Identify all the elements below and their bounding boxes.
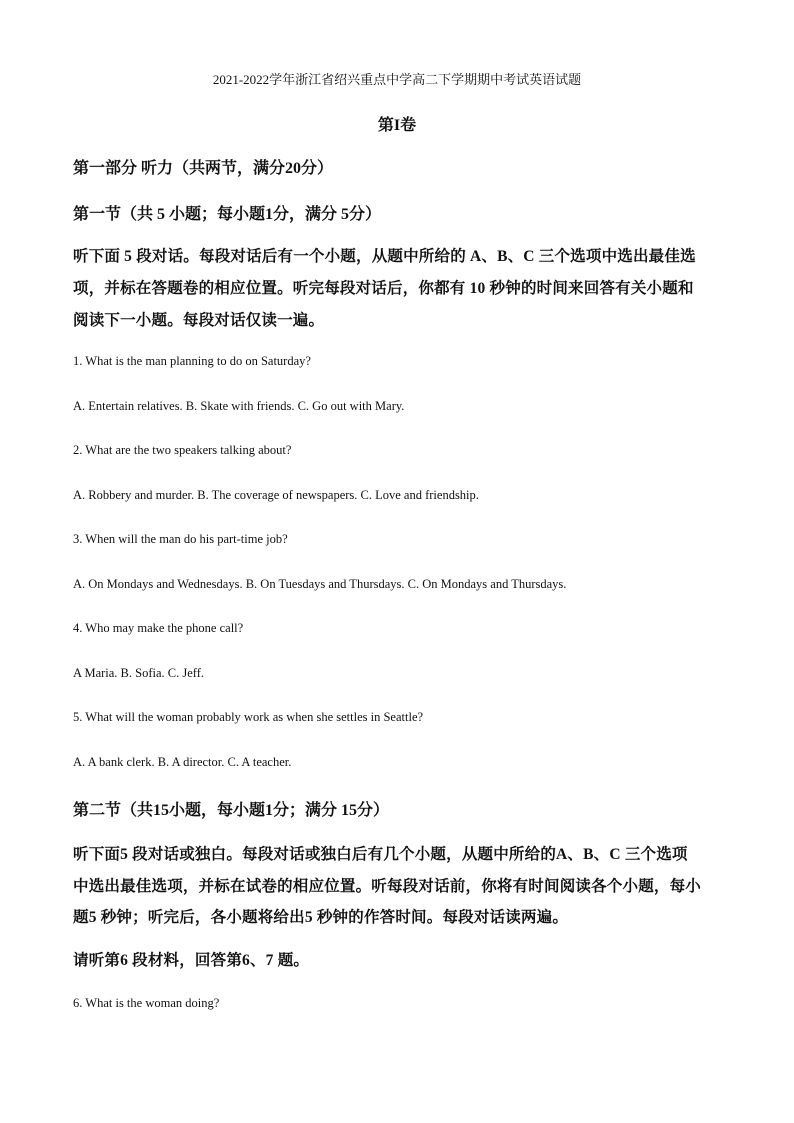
question-4: 4. Who may make the phone call? (73, 621, 244, 635)
section1-instruction-line: 听下面 5 段对话。每段对话后有一个小题，从题中所给的 A、B、C 三个选项中选出最佳选 (73, 248, 696, 265)
question-5: 5. What will the woman probably work as when she settles in Seattle? (73, 710, 424, 724)
volume-heading: 第I卷 (377, 117, 417, 134)
material-note: 请听第6 段材料，回答第6、7 题。 (73, 952, 310, 969)
section2-instruction-line: 中选出最佳选项，并标在试卷的相应位置。听每段对话前，你将有时间阅读各个小题，每小 (73, 878, 702, 895)
question-4-options: A Maria. B. Sofia. C. Jeff. (73, 666, 205, 680)
question-1-options: A. Entertain relatives. B. Skate with friends. C. Go out with Mary. (73, 399, 405, 413)
section2-instruction-line: 听下面5 段对话或独白。每段对话或独白后有几个小题，从题中所给的A、B、C 三个选项 (73, 846, 688, 863)
question-1: 1. What is the man planning to do on Saturday? (73, 354, 311, 368)
section2-instruction-line: 题5 秒钟；听完后，各小题将给出5 秒钟的作答时间。每段对话读两遍。 (73, 909, 569, 926)
question-2: 2. What are the two speakers talking about? (73, 443, 292, 457)
question-6: 6. What is the woman doing? (73, 996, 220, 1010)
section1-heading: 第一节（共 5 小题；每小题1分，满分 5分） (73, 206, 382, 223)
section1-instruction-line: 阅读下一小题。每段对话仅读一遍。 (73, 312, 325, 329)
question-3-options: A. On Mondays and Wednesdays. B. On Tuesdays and Thursdays. C. On Mondays and Thursdays. (73, 577, 567, 591)
question-5-options: A. A bank clerk. B. A director. C. A teacher. (73, 755, 292, 769)
part1-heading: 第一部分 听力（共两节，满分20分） (73, 160, 334, 177)
section2-heading: 第二节（共15小题，每小题1分；满分 15分） (73, 802, 390, 819)
question-3: 3. When will the man do his part-time job? (73, 532, 288, 546)
document-title: 2021-2022学年浙江省绍兴重点中学高二下学期期中考试英语试题 (212, 72, 582, 87)
section1-instruction-line: 项，并标在答题卷的相应位置。听完每段对话后，你都有 10 秒钟的时间来回答有关小题和 (73, 280, 694, 297)
question-2-options: A. Robbery and murder. B. The coverage of newspapers. C. Love and friendship. (73, 488, 479, 502)
